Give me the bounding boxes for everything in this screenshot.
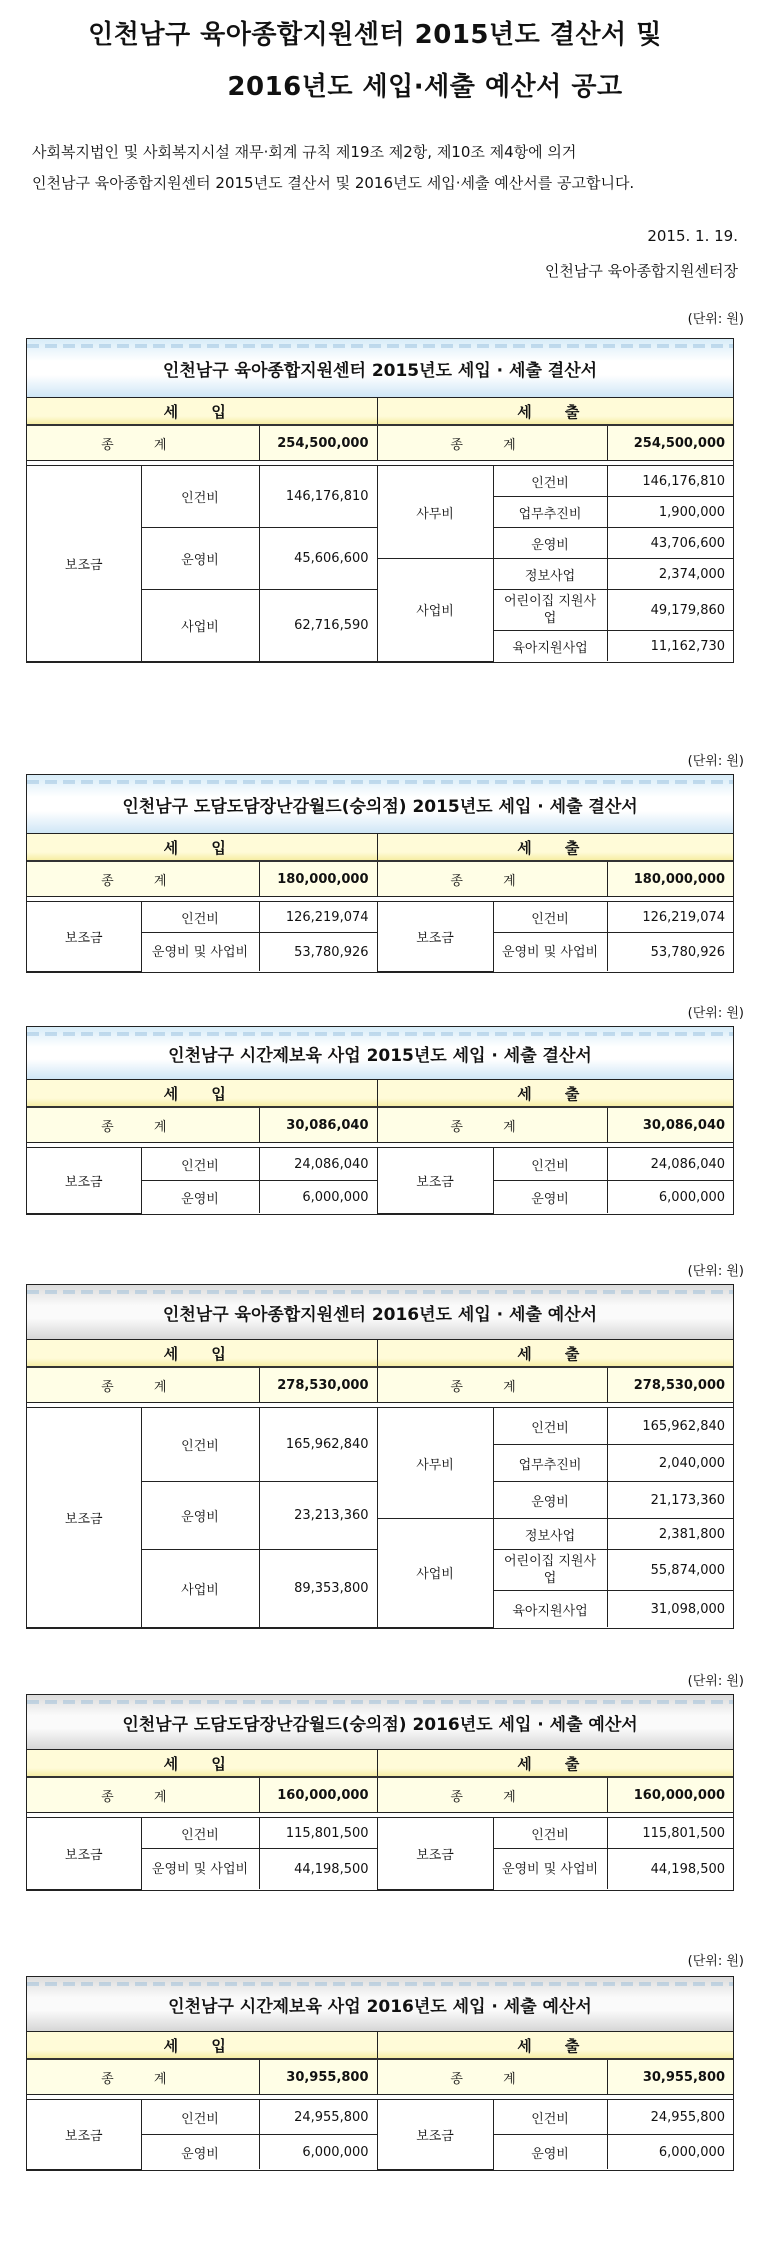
expense-total-value: 180,000,000	[607, 861, 733, 897]
expense-total-value: 254,500,000	[607, 425, 733, 461]
expense-item-label: 운영비 및 사업비	[493, 933, 607, 972]
revenue-item-label: 인건비	[141, 1818, 259, 1849]
table-row	[27, 466, 733, 497]
expense-item-label: 운영비 및 사업비	[493, 1849, 607, 1890]
expense-item-value: 43,706,600	[607, 528, 733, 559]
column-header-row	[27, 1080, 733, 1107]
revenue-item-label: 인건비	[141, 902, 259, 933]
budget-table-2	[26, 774, 734, 973]
revenue-item-value: 146,176,810	[259, 466, 377, 528]
revenue-header: 세 입	[27, 2032, 377, 2059]
column-header-row	[27, 1340, 733, 1367]
expense-item-label: 운영비	[493, 528, 607, 559]
expense-item-label: 육아지원사업	[493, 631, 607, 662]
revenue-item-label: 인건비	[141, 2100, 259, 2135]
revenue-total-label: 종 계	[27, 861, 259, 897]
revenue-item-label: 운영비 및 사업비	[141, 1849, 259, 1890]
revenue-item-value: 6,000,000	[259, 2135, 377, 2170]
expense-item-label: 업무추진비	[493, 1445, 607, 1482]
table-row	[27, 1408, 733, 1445]
expense-item-value: 21,173,360	[607, 1482, 733, 1519]
revenue-item-value: 62,716,590	[259, 590, 377, 662]
expense-total-value: 30,955,800	[607, 2059, 733, 2095]
column-header-row	[27, 834, 733, 861]
expense-item-label: 운영비	[493, 1181, 607, 1214]
expense-source: 보조금	[377, 1818, 493, 1890]
revenue-item-value: 24,955,800	[259, 2100, 377, 2135]
expense-group-label: 사무비	[377, 466, 493, 559]
revenue-item-label: 운영비	[141, 2135, 259, 2170]
expense-item-value: 49,179,860	[607, 590, 733, 631]
revenue-item-value: 165,962,840	[259, 1408, 377, 1482]
expense-item-value: 53,780,926	[607, 933, 733, 972]
revenue-total-value: 30,955,800	[259, 2059, 377, 2095]
expense-total-label: 종 계	[377, 1367, 607, 1403]
announcement-date: 2015. 1. 19.	[647, 227, 738, 245]
unit-note: (단위: 원)	[687, 1264, 744, 1279]
revenue-item-value: 115,801,500	[259, 1818, 377, 1849]
revenue-item-value: 89,353,800	[259, 1550, 377, 1628]
expense-item-value: 2,040,000	[607, 1445, 733, 1482]
expense-item-label: 인건비	[493, 466, 607, 497]
expense-item-label: 업무추진비	[493, 497, 607, 528]
expense-total-value: 160,000,000	[607, 1777, 733, 1813]
revenue-item-value: 6,000,000	[259, 1181, 377, 1214]
revenue-header: 세 입	[27, 1340, 377, 1367]
table-title: 인천남구 도담도담장난감월드(숭의점) 2015년도 세입 · 세출 결산서	[27, 775, 733, 834]
column-header-row	[27, 1750, 733, 1777]
budget-table-5	[26, 1694, 734, 1891]
expense-header: 세 출	[377, 398, 733, 425]
unit-note: (단위: 원)	[687, 1674, 744, 1689]
table-title: 인천남구 육아종합지원센터 2015년도 세입 · 세출 결산서	[27, 339, 733, 398]
revenue-total-label: 종 계	[27, 1107, 259, 1143]
revenue-total-value: 278,530,000	[259, 1367, 377, 1403]
revenue-source: 보조금	[27, 1148, 141, 1214]
expense-item-value: 126,219,074	[607, 902, 733, 933]
revenue-item-value: 45,606,600	[259, 528, 377, 590]
table-title: 인천남구 도담도담장난감월드(숭의점) 2016년도 세입 · 세출 예산서	[27, 1695, 733, 1750]
revenue-source: 보조금	[27, 902, 141, 972]
unit-note: (단위: 원)	[687, 312, 744, 327]
revenue-item-value: 53,780,926	[259, 933, 377, 972]
expense-item-value: 55,874,000	[607, 1550, 733, 1591]
expense-group-label: 사무비	[377, 1408, 493, 1519]
table-row	[27, 2100, 733, 2135]
revenue-item-value: 44,198,500	[259, 1849, 377, 1890]
revenue-header: 세 입	[27, 1750, 377, 1777]
expense-total-label: 종 계	[377, 861, 607, 897]
expense-header: 세 출	[377, 834, 733, 861]
revenue-header: 세 입	[27, 1080, 377, 1107]
revenue-header: 세 입	[27, 834, 377, 861]
expense-group-label: 사업비	[377, 559, 493, 662]
expense-item-label: 인건비	[493, 2100, 607, 2135]
table-row	[27, 1818, 733, 1849]
expense-item-label: 인건비	[493, 1818, 607, 1849]
expense-item-value: 44,198,500	[607, 1849, 733, 1890]
expense-item-label: 인건비	[493, 1408, 607, 1445]
expense-item-value: 24,955,800	[607, 2100, 733, 2135]
expense-item-label: 운영비	[493, 2135, 607, 2170]
revenue-total-value: 254,500,000	[259, 425, 377, 461]
revenue-item-label: 운영비	[141, 1181, 259, 1214]
table-row	[27, 1148, 733, 1181]
expense-item-value: 2,381,800	[607, 1519, 733, 1550]
revenue-item-label: 인건비	[141, 466, 259, 528]
total-row	[27, 1367, 733, 1403]
revenue-source: 보조금	[27, 1408, 141, 1628]
expense-item-value: 31,098,000	[607, 1591, 733, 1628]
total-row	[27, 1107, 733, 1143]
column-header-row	[27, 2032, 733, 2059]
expense-item-value: 6,000,000	[607, 2135, 733, 2170]
revenue-item-label: 사업비	[141, 590, 259, 662]
table-title: 인천남구 육아종합지원센터 2016년도 세입 · 세출 예산서	[27, 1285, 733, 1340]
expense-source: 보조금	[377, 1148, 493, 1214]
expense-item-value: 1,900,000	[607, 497, 733, 528]
table-row	[27, 902, 733, 933]
budget-table-6	[26, 1976, 734, 2171]
expense-item-label: 어린이집 지원사업	[493, 1550, 607, 1591]
expense-source: 보조금	[377, 902, 493, 972]
revenue-total-label: 종 계	[27, 2059, 259, 2095]
expense-total-label: 종 계	[377, 1107, 607, 1143]
expense-item-label: 인건비	[493, 902, 607, 933]
budget-table-4	[26, 1284, 734, 1629]
total-row	[27, 861, 733, 897]
revenue-source: 보조금	[27, 466, 141, 662]
expense-source: 보조금	[377, 2100, 493, 2170]
expense-item-label: 어린이집 지원사업	[493, 590, 607, 631]
expense-item-label: 정보사업	[493, 559, 607, 590]
expense-item-label: 정보사업	[493, 1519, 607, 1550]
document-title-line-1: 인천남구 육아종합지원센터 2015년도 결산서 및	[88, 20, 662, 50]
expense-group-label: 사업비	[377, 1519, 493, 1628]
expense-item-value: 2,374,000	[607, 559, 733, 590]
expense-header: 세 출	[377, 1750, 733, 1777]
revenue-total-value: 160,000,000	[259, 1777, 377, 1813]
table-title: 인천남구 시간제보육 사업 2016년도 세입 · 세출 예산서	[27, 1977, 733, 2032]
revenue-total-label: 종 계	[27, 1777, 259, 1813]
issuing-organization: 인천남구 육아종합지원센터장	[544, 262, 738, 280]
revenue-source: 보조금	[27, 1818, 141, 1890]
intro-text-line-1: 사회복지법인 및 사회복지시설 재무·회계 규칙 제19조 제2항, 제10조 제4항에 의거	[32, 143, 577, 161]
expense-item-value: 11,162,730	[607, 631, 733, 662]
expense-item-value: 115,801,500	[607, 1818, 733, 1849]
document-title-line-2: 2016년도 세입·세출 예산서 공고	[227, 72, 623, 102]
revenue-source: 보조금	[27, 2100, 141, 2170]
revenue-item-label: 운영비	[141, 528, 259, 590]
expense-item-value: 146,176,810	[607, 466, 733, 497]
expense-total-label: 종 계	[377, 425, 607, 461]
revenue-item-value: 24,086,040	[259, 1148, 377, 1181]
revenue-total-value: 30,086,040	[259, 1107, 377, 1143]
revenue-item-label: 인건비	[141, 1408, 259, 1482]
revenue-header: 세 입	[27, 398, 377, 425]
table-title: 인천남구 시간제보육 사업 2015년도 세입 · 세출 결산서	[27, 1027, 733, 1080]
revenue-item-value: 23,213,360	[259, 1482, 377, 1550]
total-row	[27, 2059, 733, 2095]
intro-text-line-2: 인천남구 육아종합지원센터 2015년도 결산서 및 2016년도 세입·세출 예산서를 공고합니다.	[32, 174, 635, 192]
expense-header: 세 출	[377, 1340, 733, 1367]
total-row	[27, 425, 733, 461]
revenue-total-label: 종 계	[27, 425, 259, 461]
revenue-total-value: 180,000,000	[259, 861, 377, 897]
total-row	[27, 1777, 733, 1813]
expense-total-value: 278,530,000	[607, 1367, 733, 1403]
expense-item-label: 육아지원사업	[493, 1591, 607, 1628]
expense-header: 세 출	[377, 1080, 733, 1107]
column-header-row	[27, 398, 733, 425]
expense-total-value: 30,086,040	[607, 1107, 733, 1143]
expense-item-value: 6,000,000	[607, 1181, 733, 1214]
expense-item-value: 165,962,840	[607, 1408, 733, 1445]
expense-total-label: 종 계	[377, 2059, 607, 2095]
expense-item-value: 24,086,040	[607, 1148, 733, 1181]
budget-table-1	[26, 338, 734, 663]
revenue-item-label: 운영비 및 사업비	[141, 933, 259, 972]
revenue-total-label: 종 계	[27, 1367, 259, 1403]
revenue-item-label: 인건비	[141, 1148, 259, 1181]
unit-note: (단위: 원)	[687, 1006, 744, 1021]
budget-table-3	[26, 1026, 734, 1215]
revenue-item-value: 126,219,074	[259, 902, 377, 933]
expense-header: 세 출	[377, 2032, 733, 2059]
unit-note: (단위: 원)	[687, 754, 744, 769]
revenue-item-label: 사업비	[141, 1550, 259, 1628]
revenue-item-label: 운영비	[141, 1482, 259, 1550]
expense-item-label: 운영비	[493, 1482, 607, 1519]
unit-note: (단위: 원)	[687, 1954, 744, 1969]
expense-total-label: 종 계	[377, 1777, 607, 1813]
expense-item-label: 인건비	[493, 1148, 607, 1181]
